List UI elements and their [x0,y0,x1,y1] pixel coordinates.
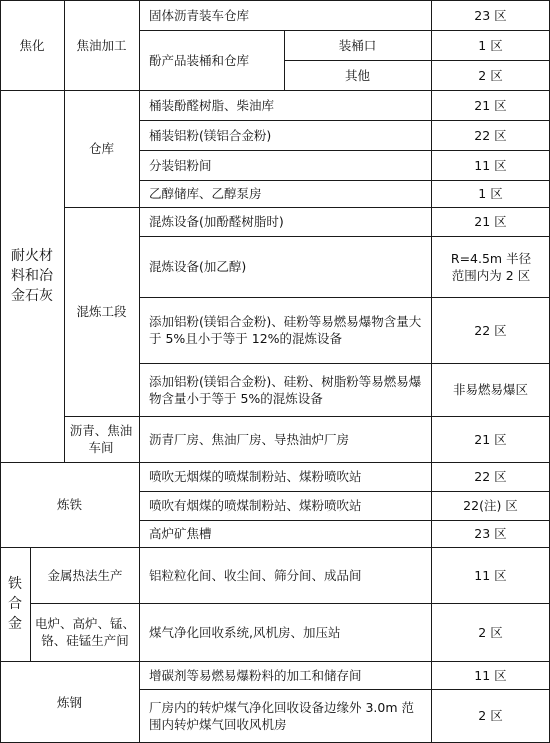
location-cell: 厂房内的转炉煤气净化回收设备边缘外 3.0m 范围内转炉煤气回收风机房 [149,699,415,732]
section-cell: 混炼工段 [76,304,127,319]
sub-location-cell: 其他 [344,67,370,83]
location-cell: 铝粒粒化间、收尘间、筛分间、成品间 [149,567,362,583]
zone-cell: 22 区 [474,127,507,143]
zone-cell: 21 区 [474,431,507,447]
table-rule [0,0,1,743]
industry-cell: 炼钢 [56,694,82,710]
zone-cell: 11 区 [474,157,507,173]
industry-cell: 铁合金 [8,576,22,632]
zone-cell: 非易燃易爆区 [452,382,528,397]
location-cell: 添加铝粉(镁铝合金粉)、硅粉、树脂粉等易燃易爆物含量小于等于 5%的混炼设备 [149,373,422,406]
zone-cell: 2 区 [478,708,503,723]
industry-cell: 焦化 [19,37,45,53]
location-cell: 桶装酚醛树脂、柴油库 [149,97,275,113]
zone-cell: 21 区 [474,97,507,113]
section-cell: 电炉、高炉、锰、铬、硅锰生产间 [34,616,135,648]
location-cell: 分装铝粉间 [149,157,212,173]
location-cell: 桶装铝粉(镁铝合金粉) [149,127,272,143]
location-cell: 喷吹有烟煤的喷煤制粉站、煤粉喷吹站 [149,498,362,513]
section-cell: 金属热法生产 [47,567,123,583]
location-cell: 喷吹无烟煤的喷煤制粉站、煤粉喷吹站 [149,469,362,484]
location-cell: 煤气净化回收系统,风机房、加压站 [149,624,341,640]
table-rule [30,547,31,661]
location-cell: 沥青厂房、焦油厂房、导热油炉厂房 [149,431,350,447]
zone-cell: 11 区 [474,567,507,583]
section-cell: 仓库 [88,141,114,156]
zone-cell: 1 区 [478,186,503,201]
industry-cell: 炼铁 [56,497,82,512]
section-cell: 焦油加工 [76,37,127,53]
zone-cell: 2 区 [478,624,503,640]
zone-cell: 22 区 [474,322,507,338]
location-cell: 高炉矿焦槽 [149,526,212,541]
sub-location-cell: 装桶口 [338,37,377,53]
industry-cell: 耐火材料和冶金石灰 [11,248,53,304]
zone-cell: 23 区 [474,526,507,541]
location-cell: 混炼设备(加酚醛树脂时) [149,214,284,229]
location-cell: 混炼设备(加乙醇) [149,259,247,274]
zone-cell: 22 区 [474,469,507,484]
zone-cell: R=4.5m 半径范围内为 2 区 [450,250,532,283]
zone-cell: 23 区 [474,7,507,23]
zone-cell: 22(注) 区 [463,498,518,513]
location-cell: 添加铝粉(镁铝合金粉)、硅粉等易燃易爆物含量大于 5%且小于等于 12%的混炼设备 [149,314,422,346]
location-cell: 增碳剂等易燃易爆粉料的加工和储存间 [149,667,362,683]
zone-cell: 2 区 [478,67,503,83]
section-cell: 沥青、焦油车间 [69,423,133,455]
location-cell: 乙醇储库、乙醇泵房 [149,186,262,201]
zone-cell: 11 区 [474,667,507,683]
location-cell: 酚产品装桶和仓库 [149,52,250,68]
location-cell: 固体沥青装车仓库 [149,7,250,23]
zone-cell: 21 区 [474,214,507,229]
zone-cell: 1 区 [478,37,503,53]
